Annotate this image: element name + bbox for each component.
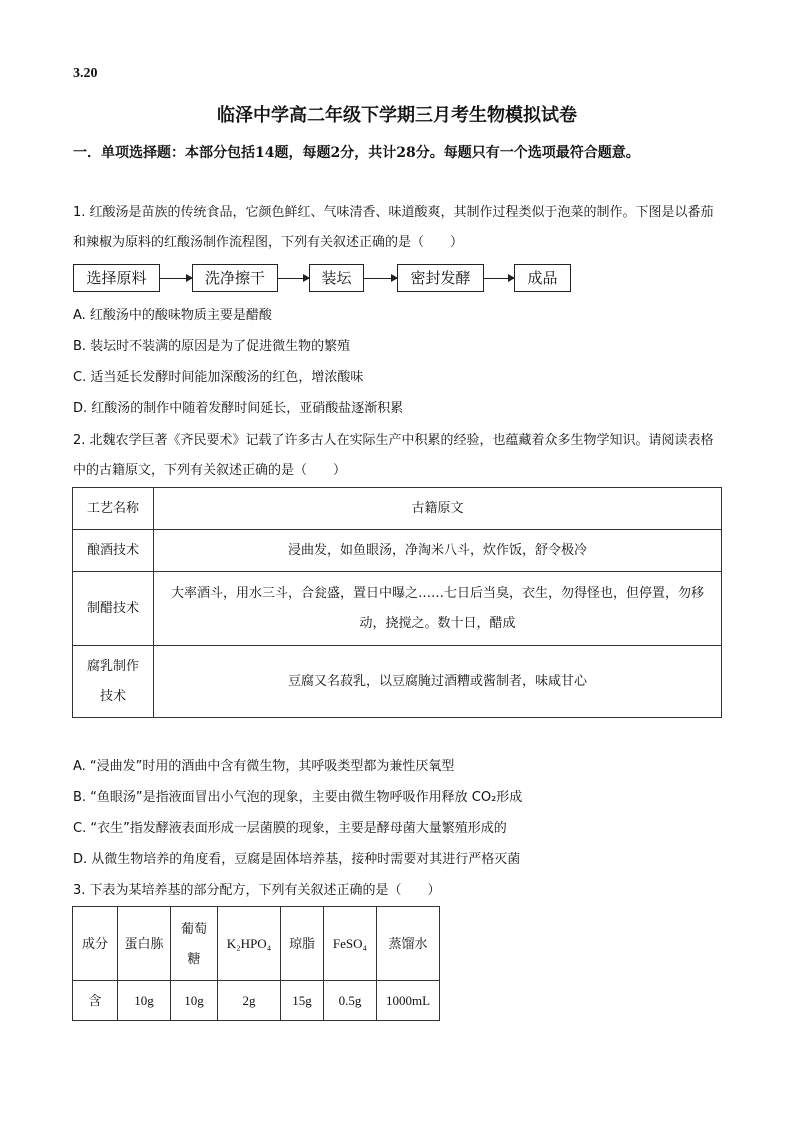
q1-stem: 1. 红酸汤是苗族的传统食品，它颜色鲜红、气味清香、味道酸爽，其制作过程类似于泡菜的制作。下图是以番茄和辣椒为原料的红酸汤制作流程图，下列有关叙述正确的是（ ）: [73, 205, 714, 250]
q2-head-name: 工艺名称: [73, 488, 154, 530]
q3-col-2-name: 葡萄糖: [171, 907, 218, 981]
q3-col-5-name: FeSO₄: [324, 907, 377, 981]
q3-table: [72, 906, 440, 1021]
table-row: [73, 981, 440, 1021]
q3-col-3-amount: 2g: [218, 981, 281, 1021]
flow-step-4: 密封发酵: [397, 264, 484, 292]
q2-option-a: A. “浸曲发”时用的酒曲中含有微生物，其呼吸类型都为兼性厌氧型: [73, 759, 455, 774]
q2-option-b: B. “鱼眼汤”是指液面冒出小气泡的现象，主要由微生物呼吸作用释放 CO₂形成: [73, 790, 523, 805]
q2-row2-name: 制醋技术: [73, 572, 154, 646]
flow-step-2: 洗净擦干: [192, 264, 278, 292]
exam-title: 临泽中学高二年级下学期三月考生物模拟试卷: [217, 105, 577, 126]
q3-col-6-amount: 1000mL: [377, 981, 440, 1021]
q3-col-1-name: 蛋白胨: [118, 907, 171, 981]
q3-col-5-amount: 0.5g: [324, 981, 377, 1021]
q3-stem: 3. 下表为某培养基的部分配方，下列有关叙述正确的是（ ）: [73, 883, 441, 898]
q1-option-a: A. 红酸汤中的酸味物质主要是醋酸: [73, 308, 272, 323]
flow-arrow-2: [278, 278, 309, 279]
q2-stem: 2. 北魏农学巨著《齐民要术》记载了许多古人在实际生产中积累的经验，也蕴藏着众多生物学知识。请阅读表格中的古籍原文，下列有关叙述正确的是（ ）: [73, 433, 714, 478]
q1-flowchart: [73, 264, 573, 294]
q3-col-6-name: 蒸馏水: [377, 907, 440, 981]
q2-row3-name: 腐乳制作技术: [73, 646, 154, 718]
exam-date: 3.20: [73, 66, 98, 81]
flow-arrow-4: [484, 278, 514, 279]
q3-col-4-amount: 15g: [281, 981, 324, 1021]
flow-step-1: 选择原料: [73, 264, 160, 292]
q2-option-c: C. “衣生”指发酵液表面形成一层菌膜的现象，主要是酵母菌大量繁殖形成的: [73, 821, 507, 836]
flow-arrow-3: [364, 278, 397, 279]
q3-col-4-name: 琼脂: [281, 907, 324, 981]
q2-table: [72, 487, 722, 718]
flow-step-5: 成品: [514, 264, 571, 292]
table-row: [73, 530, 722, 572]
q2-row1-text: 浸曲发，如鱼眼汤，净淘米八斗，炊作饭，舒令极冷: [154, 530, 722, 572]
q2-head-text: 古籍原文: [154, 488, 722, 530]
q2-row2-text: 大率酒斗，用水三斗，合瓮盛，置日中曝之……七日后当臭，衣生，勿得怪也，但停置，勿移动，挠搅之。数十日，醋成: [154, 572, 722, 646]
q1-option-b: B. 装坛时不装满的原因是为了促进微生物的繁殖: [73, 339, 351, 354]
flow-arrow-1: [160, 278, 192, 279]
table-row: [73, 572, 722, 646]
q3-col-1-amount: 10g: [118, 981, 171, 1021]
table-row: [73, 646, 722, 718]
section-heading: 一．单项选择题：本部分包括14题，每题2分，共计28分。每题只有一个选项最符合题意。: [73, 145, 640, 161]
q1-option-c: C. 适当延长发酵时间能加深酸汤的红色，增浓酸味: [73, 370, 364, 385]
q2-row3-text: 豆腐又名菽乳，以豆腐腌过酒糟或酱制者，味咸甘心: [154, 646, 722, 718]
q3-row-label-2: 含: [73, 981, 118, 1021]
q3-col-2-amount: 10g: [171, 981, 218, 1021]
q3-col-3-name: K₂HPO₄: [218, 907, 281, 981]
flow-step-3: 装坛: [309, 264, 364, 292]
q1-option-d: D. 红酸汤的制作中随着发酵时间延长，亚硝酸盐逐渐积累: [73, 401, 404, 416]
q3-row-label-1: 成分: [73, 907, 118, 981]
q2-option-d: D. 从微生物培养的角度看，豆腐是固体培养基，接种时需要对其进行严格灭菌: [73, 852, 521, 867]
q2-row1-name: 酿酒技术: [73, 530, 154, 572]
